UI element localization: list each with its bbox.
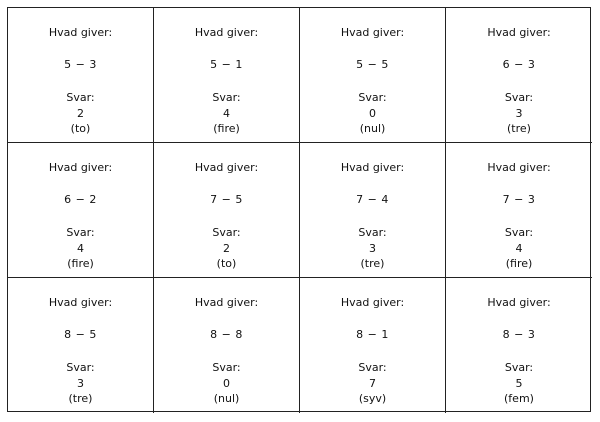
answer-number: 4	[223, 107, 230, 120]
answer-label: Svar:	[504, 361, 534, 374]
subtraction-problem: 8 − 1	[356, 328, 389, 341]
card-2	[154, 8, 300, 143]
answer-label: Svar:	[212, 226, 241, 239]
answer-word: (syv)	[358, 392, 387, 405]
answer-label: Svar:	[66, 361, 95, 374]
answer-label: Svar:	[66, 226, 95, 239]
subtraction-problem: 6 − 2	[64, 193, 97, 206]
answer-word: (fire)	[213, 122, 240, 135]
answer-number: 5	[515, 377, 523, 390]
card-6	[154, 143, 300, 278]
card-1	[8, 8, 154, 143]
answer-number: 4	[515, 242, 523, 255]
card-3	[300, 8, 446, 143]
card-10	[154, 278, 300, 413]
subtraction-problem: 6 − 3	[502, 58, 536, 71]
card-9	[8, 278, 154, 413]
answer-number: 0	[223, 377, 230, 390]
card-7	[300, 143, 446, 278]
card-8	[446, 143, 592, 278]
answer-word: (tre)	[507, 122, 531, 135]
answer-word: (fem)	[504, 392, 534, 405]
question-label: Hvad giver:	[48, 26, 113, 39]
question-label: Hvad giver:	[487, 26, 551, 39]
answer-label: Svar:	[358, 91, 387, 104]
answer-label: Svar:	[358, 361, 387, 374]
subtraction-problem: 8 − 8	[210, 328, 243, 341]
answer-number: 3	[515, 107, 523, 120]
answer-word: (to)	[216, 257, 237, 270]
subtraction-problem: 7 − 3	[502, 193, 536, 206]
answer-word: (tre)	[68, 392, 93, 405]
answer-number: 4	[77, 242, 84, 255]
question-label: Hvad giver:	[487, 296, 551, 309]
flashcard-grid	[7, 7, 591, 412]
answer-label: Svar:	[504, 91, 534, 104]
answer-label: Svar:	[504, 226, 534, 239]
question-label: Hvad giver:	[340, 26, 405, 39]
answer-word: (fire)	[505, 257, 533, 270]
answer-number: 3	[77, 377, 84, 390]
subtraction-problem: 5 − 5	[356, 58, 389, 71]
card-5	[8, 143, 154, 278]
subtraction-problem: 5 − 1	[210, 58, 243, 71]
subtraction-problem: 8 − 5	[64, 328, 97, 341]
question-label: Hvad giver:	[194, 296, 259, 309]
answer-number: 2	[223, 242, 230, 255]
question-label: Hvad giver:	[48, 296, 113, 309]
question-label: Hvad giver:	[48, 161, 113, 174]
card-11	[300, 278, 446, 413]
answer-label: Svar:	[212, 361, 241, 374]
answer-word: (tre)	[360, 257, 385, 270]
answer-word: (nul)	[359, 122, 386, 135]
question-label: Hvad giver:	[340, 161, 405, 174]
subtraction-problem: 7 − 5	[210, 193, 243, 206]
answer-word: (to)	[70, 122, 91, 135]
answer-word: (fire)	[67, 257, 94, 270]
question-label: Hvad giver:	[194, 26, 259, 39]
subtraction-problem: 7 − 4	[356, 193, 389, 206]
answer-label: Svar:	[358, 226, 387, 239]
card-4	[446, 8, 592, 143]
answer-number: 0	[369, 107, 376, 120]
answer-label: Svar:	[66, 91, 95, 104]
answer-number: 3	[369, 242, 376, 255]
question-label: Hvad giver:	[340, 296, 405, 309]
answer-label: Svar:	[212, 91, 241, 104]
card-12	[446, 278, 592, 413]
answer-word: (nul)	[213, 392, 240, 405]
subtraction-problem: 8 − 3	[502, 328, 536, 341]
answer-number: 7	[369, 377, 376, 390]
question-label: Hvad giver:	[487, 161, 551, 174]
answer-number: 2	[77, 107, 84, 120]
subtraction-problem: 5 − 3	[64, 58, 97, 71]
question-label: Hvad giver:	[194, 161, 259, 174]
